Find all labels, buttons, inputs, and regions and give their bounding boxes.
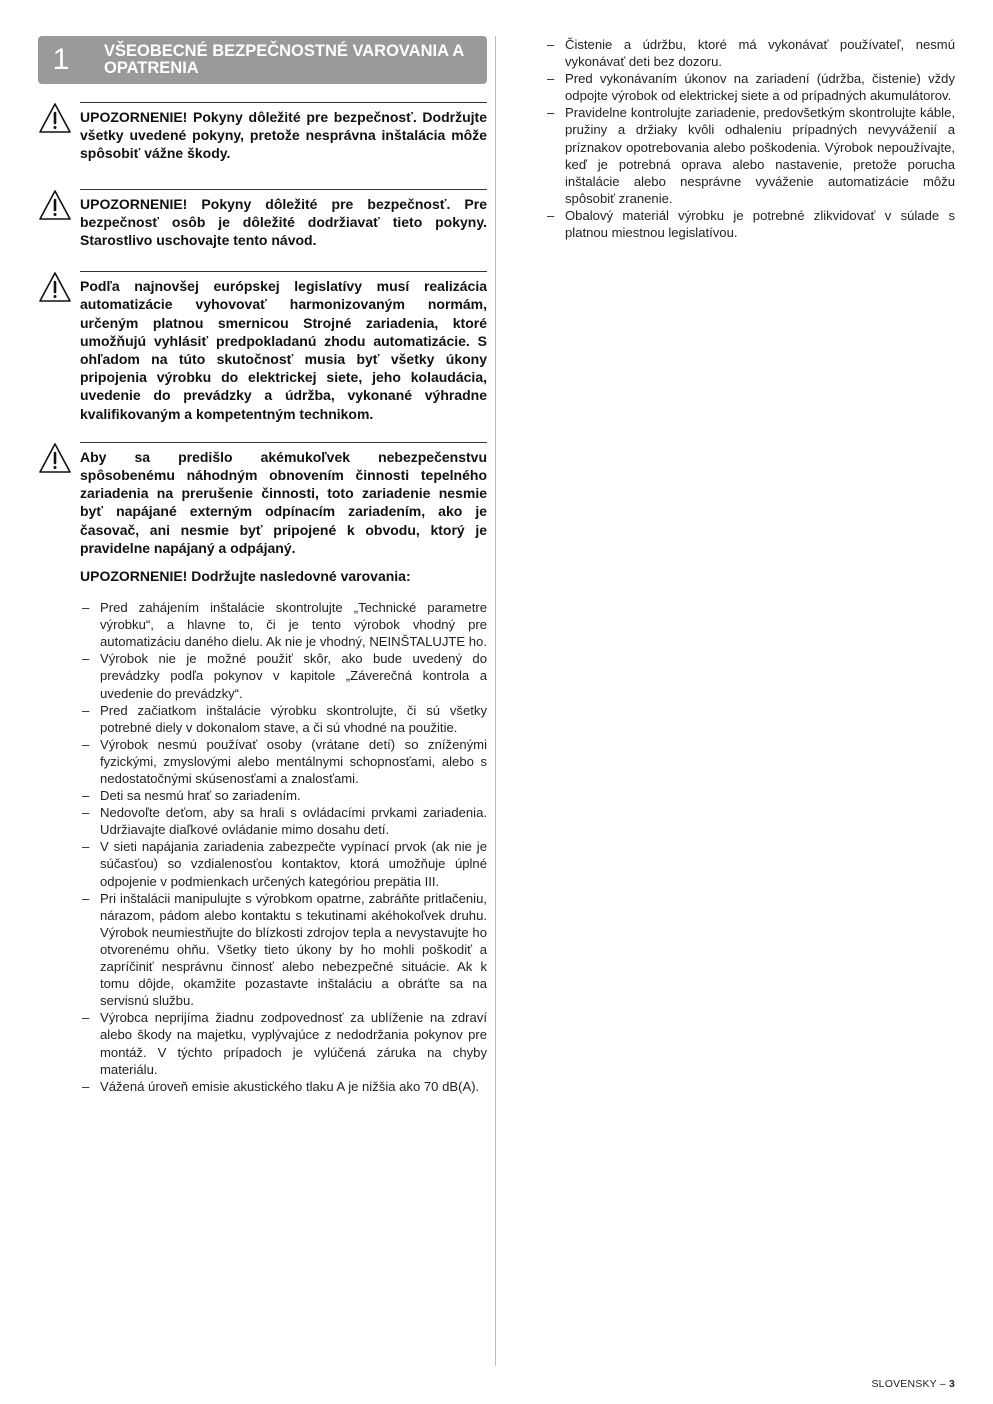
page-footer bbox=[871, 1378, 955, 1390]
list-item: – Pred začiatkom inštalácie výrobku skontrolujte, či sú všetky potrebné diely v dokonalom stave, a či sú vhodné na použitie. bbox=[80, 702, 487, 736]
list-item: – Pred zahájením inštalácie skontrolujte „Technické parametre výrobku“, a hlavne to, či je tento výrobok vhodný pre automatizáciu daného dielu. Ak nie je vhodný, NEINŠTALUJTE ho. bbox=[80, 599, 487, 650]
warnings-subheading: UPOZORNENIE! Dodržujte nasledovné varovania: bbox=[80, 568, 411, 585]
list-item: – Čistenie a údržbu, ktoré má vykonávať používateľ, nesmú vykonávať deti bez dozoru. bbox=[545, 36, 955, 70]
list-item: – Pravidelne kontrolujte zariadenie, predovšetkým skontrolujte káble, pružiny a držiaky kvôli odhaleniu prípadných nevyváženií a príznakov opotrebovania alebo poškodenia. Výrobok nepoužívajte, keď je potrebná oprava alebo nastavenie, pretože porucha inštalácie alebo nesprávne vyváženie automatizácie môžu spôsobiť zranenie. bbox=[545, 104, 955, 207]
left-column bbox=[38, 36, 487, 1095]
warning-block bbox=[38, 271, 487, 423]
list-item: – V sieti napájania zariadenia zabezpečte vypínací prvok (ak nie je súčasťou) so vzdialenosťou kontaktov, ktorá umožňuje úplné odpojenie v podmienkach určených kategóriou prepätia III. bbox=[80, 838, 487, 889]
column-divider bbox=[495, 36, 496, 1366]
warning-triangle-icon bbox=[38, 189, 72, 221]
warning-block bbox=[38, 442, 487, 557]
warning-block bbox=[38, 189, 487, 250]
right-bullet-list bbox=[545, 36, 955, 241]
warning-text: UPOZORNENIE! Pokyny dôležité pre bezpečnosť. Dodržujte všetky uvedené pokyny, pretože nesprávna inštalácia môže spôsobiť vážne škody. bbox=[80, 102, 487, 163]
section-header bbox=[38, 36, 487, 84]
list-item: – Pri inštalácii manipulujte s výrobkom opatrne, zabráňte pritlačeniu, nárazom, pádom alebo kontaktu s tekutinami akéhokoľvek druhu. Výrobok neumiestňujte do blízkosti zdrojov tepla a nevystavujte ho otvorenému ohňu. Všetky tieto úkony by ho mohli poškodiť a zapríčiniť nesprávnu činnosť alebo nebezpečné situácie. Ak k tomu dôjde, okamžite pozastavte inštaláciu a obráťte sa na servisnú službu. bbox=[80, 890, 487, 1010]
list-item: – Vážená úroveň emisie akustického tlaku A je nižšia ako 70 dB(A). bbox=[80, 1078, 487, 1095]
footer-language: SLOVENSKY – bbox=[871, 1378, 949, 1390]
right-column bbox=[545, 36, 955, 241]
list-item: – Výrobok nie je možné použiť skôr, ako bude uvedený do prevádzky podľa pokynov v kapitole „Záverečná kontrola a uvedenie do prevádzky“. bbox=[80, 650, 487, 701]
list-item: – Výrobok nesmú používať osoby (vrátane detí) so zníženými fyzickými, zmyslovými alebo mentálnymi schopnosťami, alebo s nedostatočnými skúsenosťami a znalosťami. bbox=[80, 736, 487, 787]
warning-triangle-icon bbox=[38, 442, 72, 474]
list-item: – Výrobca neprijíma žiadnu zodpovednosť za ublíženie na zdraví alebo škody na majetku, vyplývajúce z nedodržania pokynov pre montáž. V týchto prípadoch je vylúčená záruka na chyby materiálu. bbox=[80, 1009, 487, 1077]
warning-text: UPOZORNENIE! Pokyny dôležité pre bezpečnosť. Pre bezpečnosť osôb je dôležité dodržiavať tieto pokyny. Starostlivo uschovajte tento návod. bbox=[80, 189, 487, 250]
warning-block bbox=[38, 102, 487, 163]
left-bullet-list bbox=[80, 599, 487, 1095]
list-item: – Pred vykonávaním úkonov na zariadení (údržba, čistenie) vždy odpojte výrobok od elektrickej siete a od prípadných akumulátorov. bbox=[545, 70, 955, 104]
warning-text: Podľa najnovšej európskej legislatívy musí realizácia automatizácie vyhovovať harmonizovaným normám, určeným platnou smernicou Strojné zariadenia, ktoré umožňujú vyhlásiť predpokladanú zhodu automatizácie. S ohľadom na túto skutočnosť musia byť všetky úkony pripojenia výrobku do elektrickej siete, jeho kolaudácia, uvedenie do prevádzky a údržba, vykonané výhradne kvalifikovaným a kompetentným technikom. bbox=[80, 271, 487, 423]
section-number: 1 bbox=[52, 43, 70, 76]
section-title: VŠEOBECNÉ BEZPEČNOSTNÉ VAROVANIA A OPATRENIA bbox=[104, 42, 464, 77]
page-number: 3 bbox=[948, 1378, 955, 1390]
warning-text: Aby sa predišlo akémukoľvek nebezpečenstvu spôsobenému náhodným obnovením činnosti tepelného zariadenia na prerušenie činnosti, toto zariadenie nesmie byť napájané externým odpínacím zariadením, ako je časovač, ani nesmie byť pripojené k obvodu, ktorý je pravidelne napájaný a odpájaný. bbox=[80, 442, 487, 557]
warning-triangle-icon bbox=[38, 102, 72, 134]
list-item: – Nedovoľte deťom, aby sa hrali s ovládacími prvkami zariadenia. Udržiavajte diaľkové ovládanie mimo dosahu detí. bbox=[80, 804, 487, 838]
warning-triangle-icon bbox=[38, 271, 72, 303]
list-item: – Deti sa nesmú hrať so zariadením. bbox=[80, 787, 487, 804]
list-item: – Obalový materiál výrobku je potrebné zlikvidovať v súlade s platnou miestnou legislatívou. bbox=[545, 207, 955, 241]
